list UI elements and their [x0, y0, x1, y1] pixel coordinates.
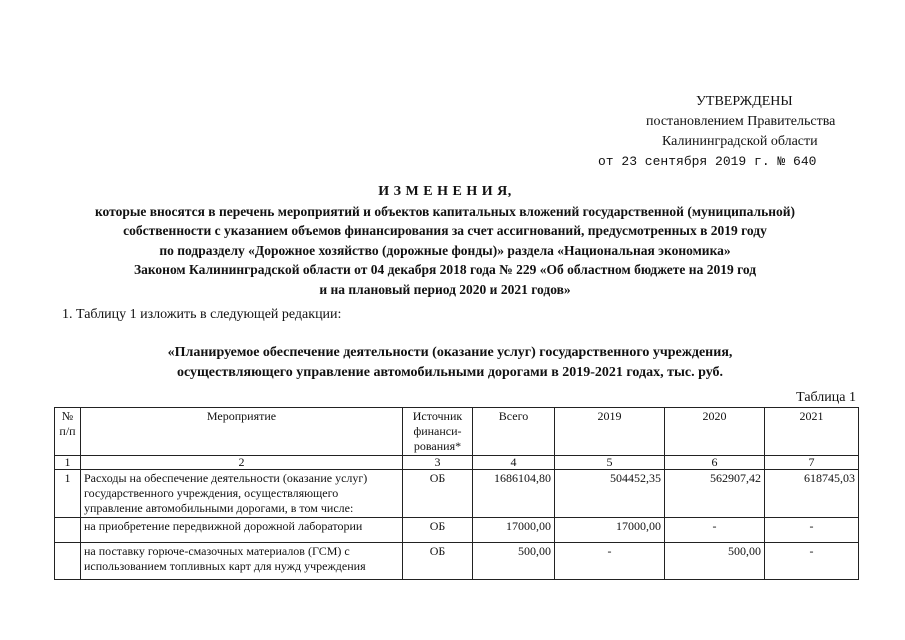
table-row	[55, 518, 859, 543]
row-activity: на приобретение передвижной дорожной лаборатории	[81, 518, 403, 543]
table-row	[55, 543, 859, 580]
header-activity: Мероприятие	[81, 408, 403, 456]
column-number: 2	[81, 456, 403, 470]
row-2021: -	[765, 543, 859, 580]
row-number: 1	[55, 470, 81, 518]
title-line: Законом Калининградской области от 04 декабря 2018 года № 229 «Об областном бюджете на 2019 год	[133, 262, 757, 277]
row-2019: 17000,00	[555, 518, 665, 543]
column-number: 5	[555, 456, 665, 470]
title-heading: И З М Е Н Е Н И Я,	[378, 184, 512, 199]
header-2021: 2021	[765, 408, 859, 456]
row-source: ОБ	[403, 518, 473, 543]
header-source: Источник финанси-рования*	[403, 408, 473, 456]
row-number	[55, 518, 81, 543]
header-2020: 2020	[665, 408, 765, 456]
table-title-line: осуществляющего управление автомобильными дорогами в 2019-2021 годах, тыс. руб.	[176, 365, 724, 380]
table-row	[55, 470, 859, 518]
header-total: Всего	[473, 408, 555, 456]
row-2020: 500,00	[665, 543, 765, 580]
title-line: и на плановый период 2020 и 2021 годов»	[319, 281, 571, 297]
column-number: 6	[665, 456, 765, 470]
column-number: 1	[55, 456, 81, 470]
row-total: 500,00	[473, 543, 555, 580]
row-total: 17000,00	[473, 518, 555, 543]
approval-line-date-number: от 23 сентября 2019 г. № 640	[598, 154, 817, 169]
table-title	[60, 343, 840, 383]
approval-line-resolution: постановлением Правительства	[646, 114, 836, 129]
document-title	[40, 182, 850, 299]
row-total: 1686104,80	[473, 470, 555, 518]
row-number	[55, 543, 81, 580]
table-title-line: «Планируемое обеспечение деятельности (оказание услуг) государственного учреждения,	[167, 345, 733, 360]
row-source: ОБ	[403, 543, 473, 580]
column-number: 3	[403, 456, 473, 470]
title-line: собственности с указанием объемов финансирования за счет ассигнований, предусмотренных в 2019 году	[123, 223, 767, 238]
column-number: 4	[473, 456, 555, 470]
header-2019: 2019	[555, 408, 665, 456]
item-1-text: 1. Таблицу 1 изложить в следующей редакции:	[62, 307, 342, 322]
row-2021: 618745,03	[765, 470, 859, 518]
row-2020: 562907,42	[665, 470, 765, 518]
row-2019: 504452,35	[555, 470, 665, 518]
approval-line-region: Калининградской области	[662, 134, 818, 149]
title-line: которые вносятся в перечень мероприятий и объектов капитальных вложений государственной (муниципальной)	[94, 203, 796, 219]
row-source: ОБ	[403, 470, 473, 518]
header-number: № п/п	[55, 408, 81, 456]
title-line: по подразделу «Дорожное хозяйство (дорожные фонды)» раздела «Национальная экономика»	[159, 242, 731, 258]
row-activity: Расходы на обеспечение деятельности (оказание услуг) государственного учреждения, осуществляющего управление автомобильными дорогами, в том числе:	[81, 470, 403, 518]
approval-line-approved: УТВЕРЖДЕНЫ	[696, 94, 793, 109]
table-label: Таблица 1	[796, 390, 856, 405]
table-header-row	[55, 408, 859, 456]
column-number: 7	[765, 456, 859, 470]
row-2021: -	[765, 518, 859, 543]
column-number-row	[55, 456, 859, 470]
approval-block	[560, 92, 880, 172]
row-activity: на поставку горюче-смазочных материалов (ГСМ) с использованием топливных карт для нужд учреждения	[81, 543, 403, 580]
funding-table	[54, 407, 859, 580]
row-2019: -	[555, 543, 665, 580]
row-2020: -	[665, 518, 765, 543]
